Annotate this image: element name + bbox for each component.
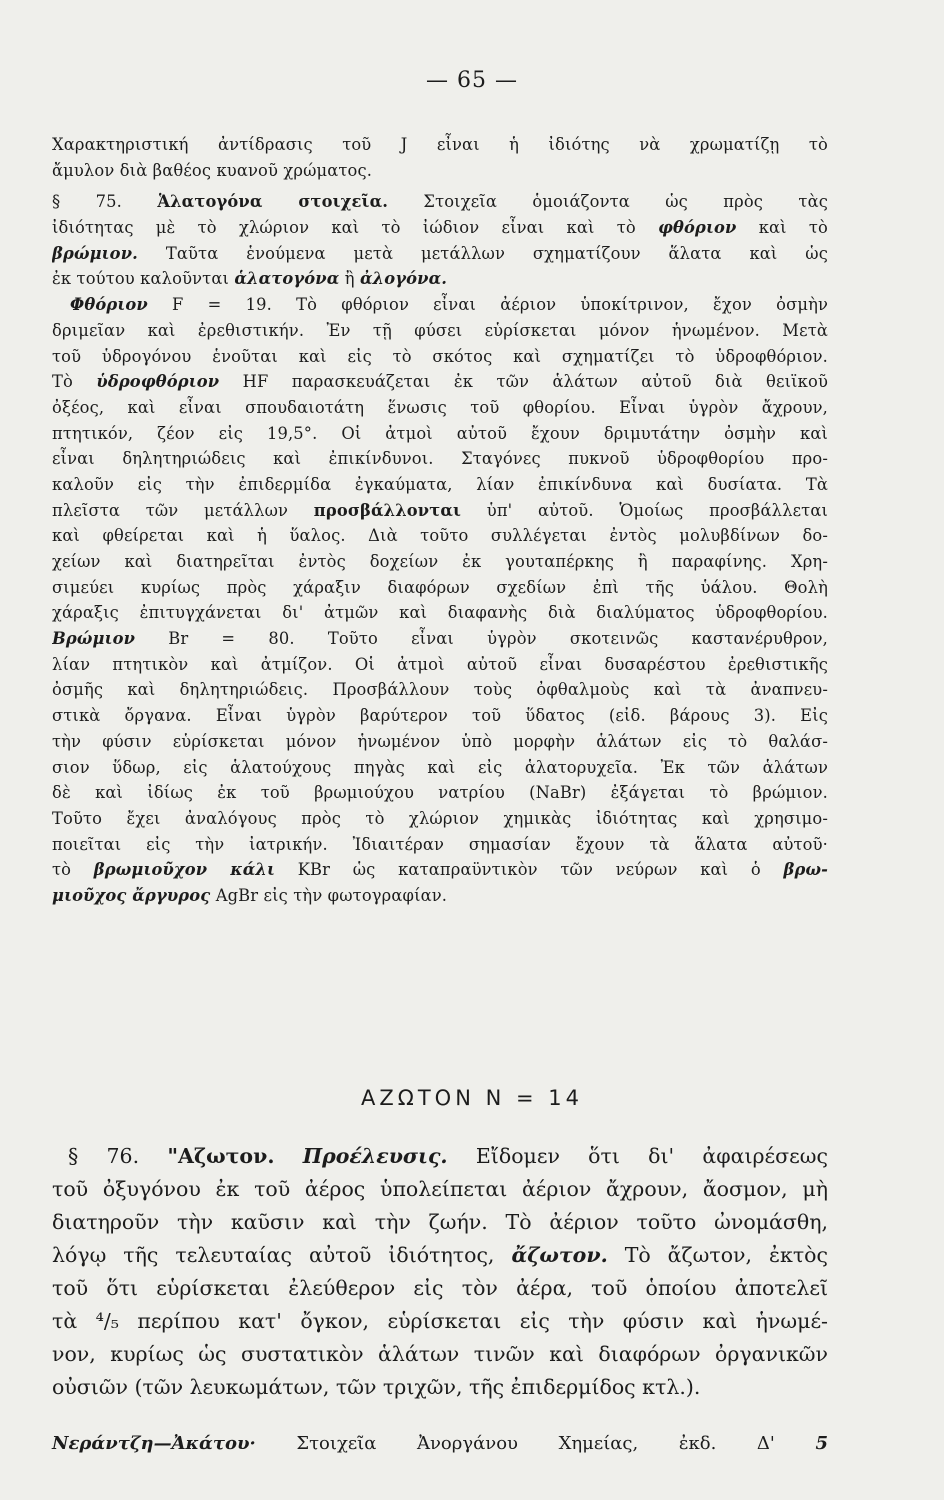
text-line: ποιεῖται εἰς τὴν ἰατρικήν. Ἰδιαιτέραν σημασίαν ἔχουν τὰ ἅλατα αὐτοῦ· — [52, 834, 828, 854]
text-line: τοῦ ὅτι εὑρίσκεται ἐλεύθερον εἰς τὸν ἀέρα, τοῦ ὁποίου ἀποτελεῖ — [52, 1276, 828, 1300]
text-line: χείων καὶ διατηρεῖται ἐντὸς δοχείων ἐκ γουταπέρκης ἢ παραφίνης. Χρη- — [52, 552, 828, 571]
page-footer — [52, 1432, 828, 1456]
text-line: ἰδιότητας μὲ τὸ χλώριον καὶ τὸ ἰώδιον εἶναι καὶ τὸ φθόριον καὶ τὸ — [52, 218, 828, 238]
text-line: νον, κυρίως ὡς συστατικὸν ἁλάτων τινῶν καὶ διαφόρων ὀργανικῶν — [52, 1342, 828, 1366]
text-line: Βρώμιον Br = 80. Τοῦτο εἶναι ὑγρὸν σκοτεινῶς καστανέρυθρον, — [52, 629, 828, 649]
text-line: τὰ ⁴/₅ περίπου κατ' ὄγκον, εὑρίσκεται εἰς τὴν φύσιν καὶ ἡνωμέ- — [52, 1309, 828, 1333]
footer-sheet-number: 5 — [815, 1433, 828, 1454]
text-line: τὴν φύσιν εὑρίσκεται μόνον ἡνωμένον ὑπὸ μορφὴν ἁλάτων εἰς τὸ θαλάσ- — [52, 731, 828, 751]
section-76-text — [52, 1140, 828, 1404]
text-line: Φθόριον F = 19. Τὸ φθόριον εἶναι ἀέριον ὑποκίτρινον, ἔχον ὀσμὴν — [70, 295, 828, 315]
text-line: δὲ καὶ ἰδίως ἐκ τοῦ βρωμιούχου νατρίου (NaBr) ἐξάγεται τὸ βρώμιον. — [52, 783, 828, 803]
subheading-fluorine: Φθόριον — [70, 295, 148, 315]
text-line: Χαρακτηριστική ἀντίδρασις τοῦ J εἶναι ἡ ἰδιότης νὰ χρωματίζῃ τὸ — [52, 135, 828, 154]
text-line: τὸ βρωμιοῦχον κάλι KBr ὡς καταπραϋντικὸν τῶν νεύρων καὶ ὁ βρω- — [52, 860, 828, 880]
text-line: ἐκ τούτου καλοῦνται ἁλατογόνα ἢ ἀλογόνα. — [52, 269, 448, 289]
section-heading-nitrogen: ΑΖΩΤΟΝ N = 14 — [361, 1086, 583, 1110]
text-line: § 75. Ἁλατογόνα στοιχεῖα. Στοιχεῖα ὁμοιάζοντα ὡς πρὸς τὰς — [52, 192, 828, 212]
text-line: πλεῖστα τῶν μετάλλων προσβάλλονται ὑπ' αὐτοῦ. Ὁμοίως προσβάλλεται — [52, 500, 828, 520]
text-line: μιοῦχος ἄργυρος AgBr εἰς τὴν φωτογραφίαν. — [52, 885, 448, 905]
text-line: εἶναι δηλητηριώδεις καὶ ἐπικίνδυνοι. Σταγόνες πυκνοῦ ὑδροφθορίου προ- — [52, 449, 828, 469]
text-line: καὶ φθείρεται καὶ ἡ ὕαλος. Διὰ τοῦτο συλλέγεται ἐντὸς μολυβδίνων δο- — [52, 526, 828, 546]
text-line: καλοῦν εἰς τὴν ἐπιδερμίδα ἐγκαύματα, λίαν ἐπικίνδυνα καὶ δυσίατα. Τὰ — [52, 474, 828, 494]
text-line: οὐσιῶν (τῶν λευκωμάτων, τῶν τριχῶν, τῆς ἐπιδερμίδος κτλ.). — [52, 1375, 701, 1399]
text-line: τοῦ ὑδρογόνου ἑνοῦται καὶ εἰς τὸ σκότος καὶ σχηματίζει τὸ ὑδροφθόριον. — [52, 346, 828, 366]
text-line: στικὰ ὄργανα. Εἶναι ὑγρὸν βαρύτερον τοῦ ὕδατος (εἰδ. βάρους 3). Εἰς — [52, 706, 828, 726]
text-line: Τὸ ὑδροφθόριον HF παρασκευάζεται ἐκ τῶν ἁλάτων αὐτοῦ διὰ θειϊκοῦ — [52, 372, 828, 392]
section-title: "Αζωτον. — [167, 1144, 275, 1168]
section-number: § 76. — [68, 1144, 140, 1168]
text-line: λόγῳ τῆς τελευταίας αὐτοῦ ἰδιότητος, ἄζωτον. Τὸ ἄζωτον, ἐκτὸς — [52, 1243, 828, 1267]
page-number: — 65 — — [426, 68, 518, 93]
text-line: σιον ὕδωρ, εἰς ἁλατούχους πηγὰς καὶ εἰς ἁλατορυχεῖα. Ἐκ τῶν ἁλάτων — [52, 757, 828, 777]
section-number: § 75. — [52, 192, 122, 212]
section-75-text — [52, 132, 828, 909]
text-line: βρώμιον. Ταῦτα ἑνούμενα μετὰ μετάλλων σχηματίζουν ἅλατα καὶ ὡς — [52, 243, 828, 263]
subheading-bromine: Βρώμιον — [52, 629, 136, 649]
text-line: ἄμυλον διὰ βαθέος κυανοῦ χρώματος. — [52, 160, 373, 180]
text-line: § 76. "Αζωτον. Προέλευσις. Εἴδομεν ὅτι δι' ἀφαιρέσεως — [68, 1144, 828, 1168]
text-line: ὀσμῆς καὶ δηλητηριώδεις. Προσβάλλουν τοὺς ὀφθαλμοὺς καὶ τὰ ἀναπνευ- — [52, 680, 828, 700]
text-line: σιμεύει κυρίως πρὸς χάραξιν διαφόρων σχεδίων ἐπὶ τῆς ὑάλου. Θολὴ — [52, 577, 828, 597]
section-title: Ἁλατογόνα στοιχεῖα. — [157, 192, 389, 212]
text-line: διατηροῦν τὴν καῦσιν καὶ τὴν ζωήν. Τὸ ἀέριον τοῦτο ὠνομάσθη, — [52, 1210, 828, 1234]
text-line: λίαν πτητικὸν καὶ ἀτμίζον. Οἱ ἀτμοὶ αὐτοῦ εἶναι δυσαρέστου ἐρεθιστικῆς — [52, 654, 828, 674]
text-line: ὀξέος, καὶ εἶναι σπουδαιοτάτη ἕνωσις τοῦ φθορίου. Εἶναι ὑγρὸν ἄχρουν, — [52, 397, 828, 417]
footer-title: Στοιχεῖα Ἀνοργάνου Χημείας, ἐκδ. Δ' — [296, 1433, 775, 1454]
text-line: τοῦ ὀξυγόνου ἐκ τοῦ ἀέρος ὑπολείπεται ἀέριον ἄχρουν, ἄοσμον, μὴ — [52, 1177, 828, 1201]
text-line: χάραξις ἐπιτυγχάνεται δι' ἀτμῶν καὶ διαφανὴς διὰ διαλύματος ὑδροφθορίου. — [52, 603, 828, 623]
text-line: δριμεῖαν καὶ ἐρεθιστικήν. Ἐν τῇ φύσει εὑρίσκεται μόνον ἡνωμένον. Μετὰ — [52, 320, 828, 340]
text-line: Τοῦτο ἔχει ἀναλόγους πρὸς τὸ χλώριον χημικὰς ἰδιότητας καὶ χρησιμο- — [52, 808, 828, 828]
footer-authors: Νεράντζη—Ἀκάτου· — [52, 1433, 256, 1454]
text-line: πτητικόν, ζέον εἰς 19,5°. Οἱ ἀτμοὶ αὐτοῦ ἔχουν δριμυτάτην ὀσμὴν καὶ — [52, 423, 828, 443]
